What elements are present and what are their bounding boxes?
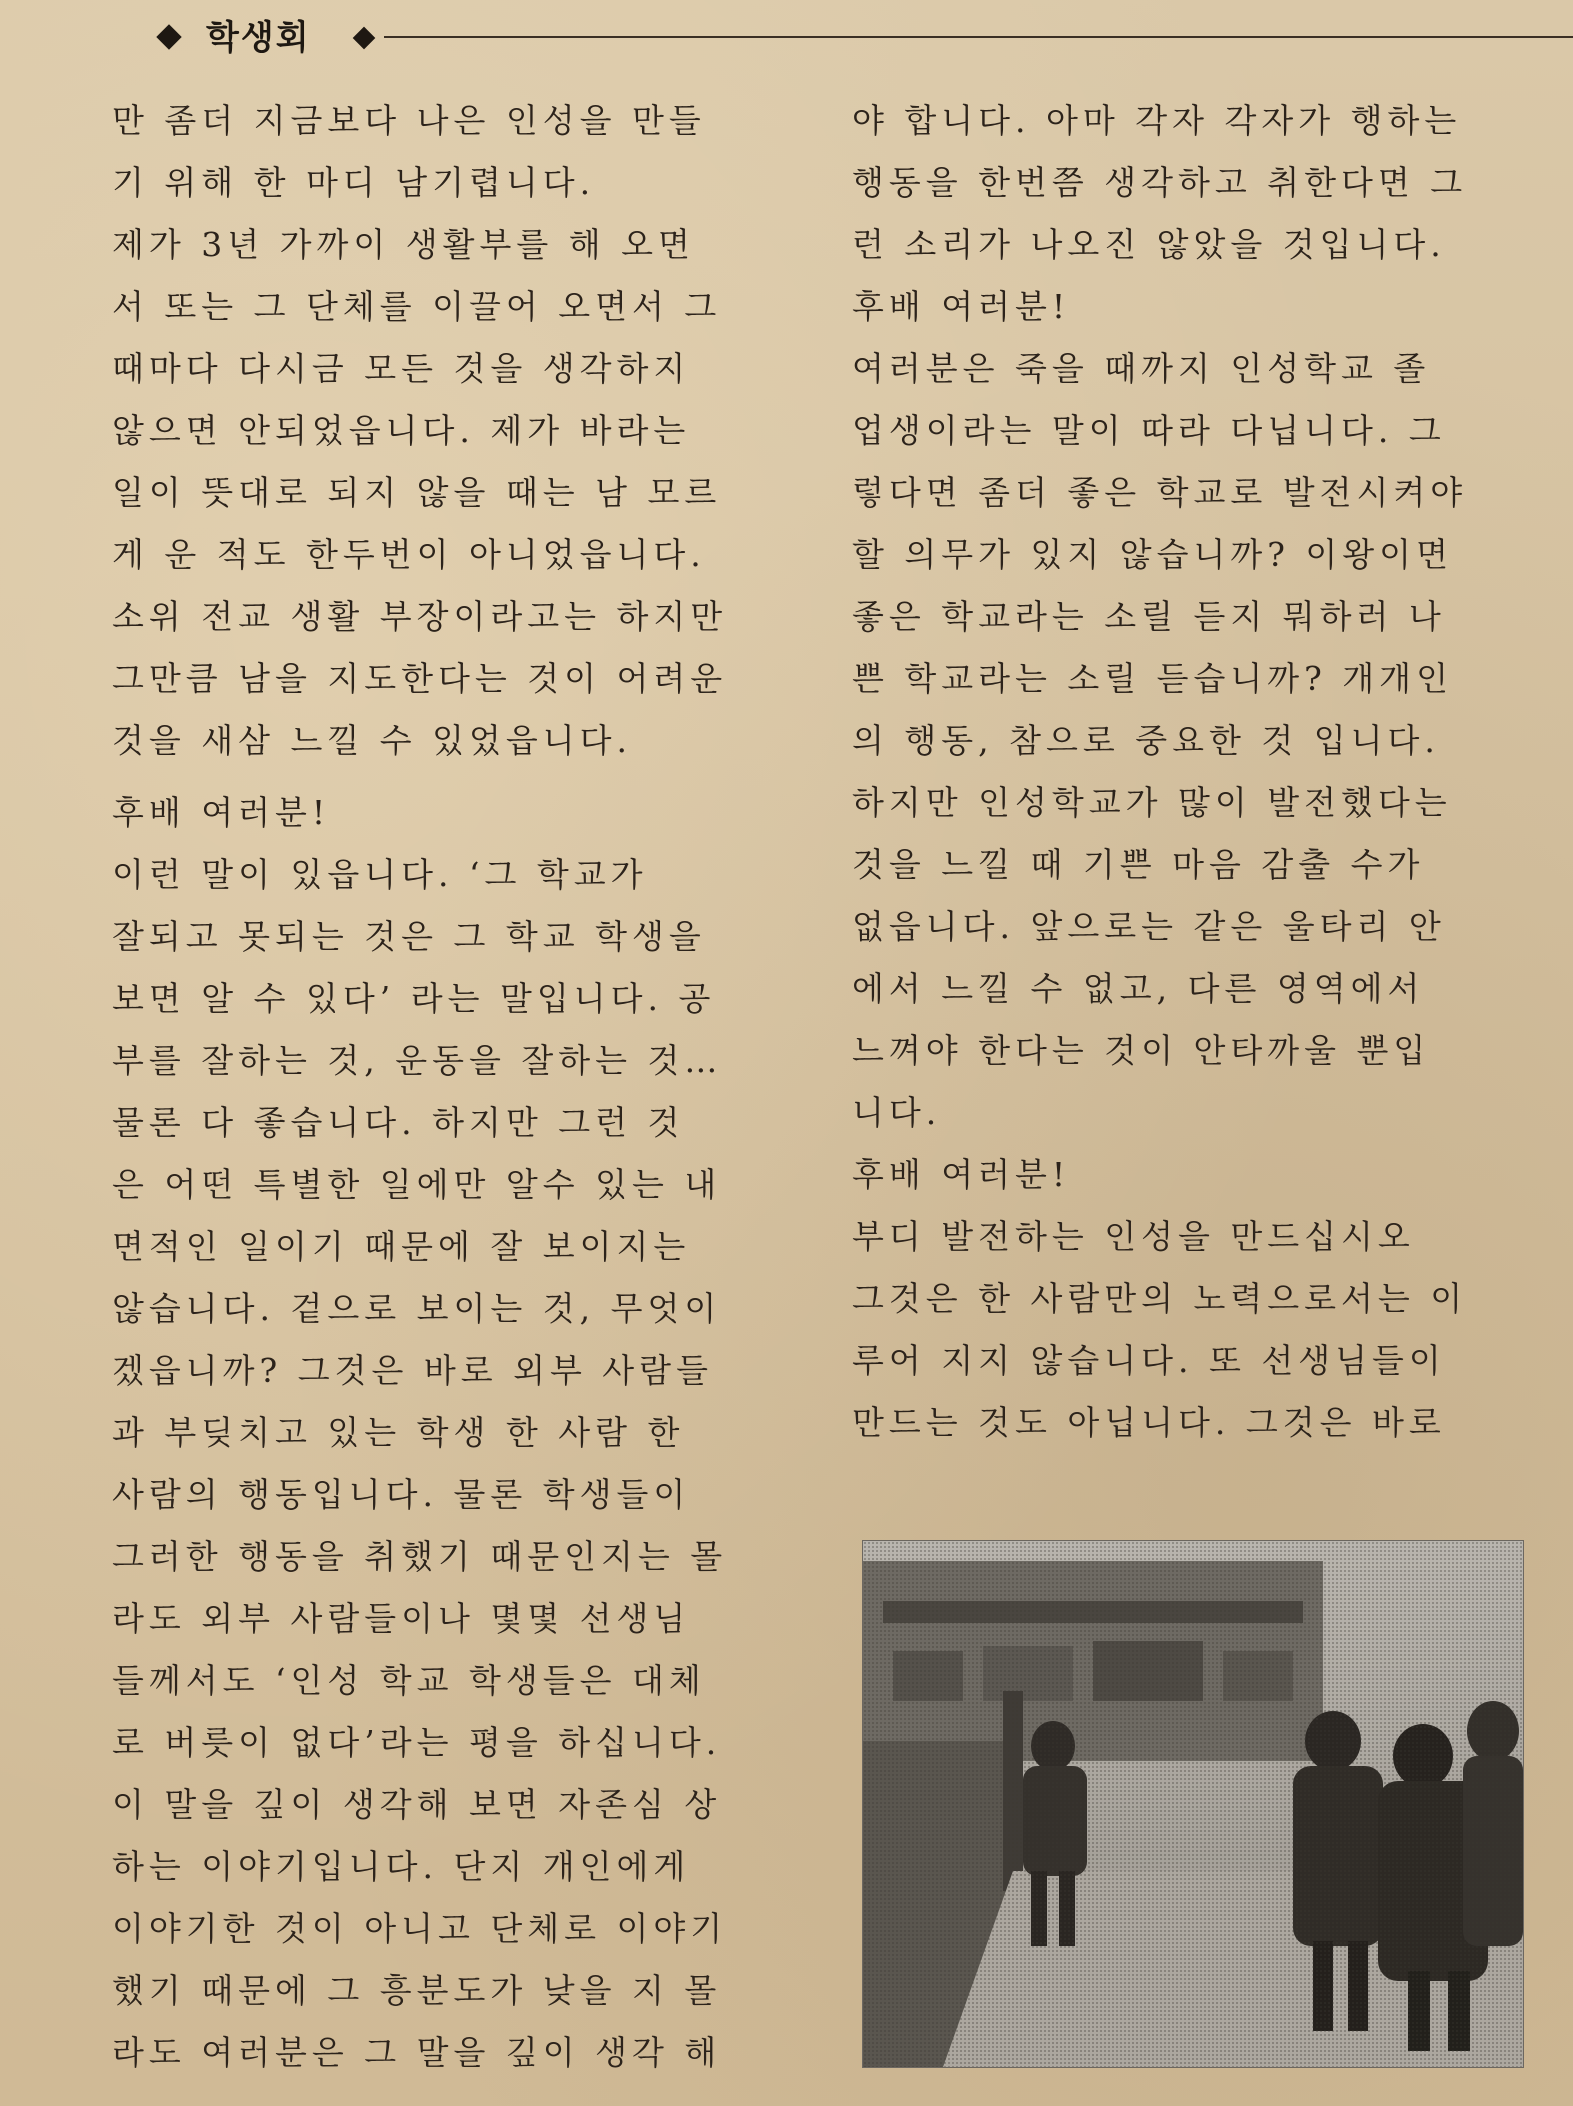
text-line: 들께서도 ‘인성 학교 학생들은 대체 [112,1661,706,1700]
text-line: 것을 새삼 느낄 수 있었읍니다. [112,721,632,760]
text-line: 그러한 행동을 취했기 때문인지는 몰 [112,1537,728,1576]
text-line: 것을 느낄 때 기쁜 마음 감출 수가 [852,845,1425,884]
text-line: 물론 다 좋습니다. 하지만 그런 것 [112,1103,685,1142]
text-line: 후배 여러분! [112,793,331,832]
text-line: 않으면 안되었읍니다. 제가 바라는 [112,411,691,450]
text-line: 할 의무가 있지 않습니까? 이왕이면 [852,535,1453,574]
text-line: 만 좀더 지금보다 나은 인성을 만들 [112,101,706,140]
text-line: 없읍니다. 앞으로는 같은 울타리 안 [852,907,1446,946]
text-line: 은 어떤 특별한 일에만 알수 있는 내 [112,1165,722,1204]
text-line: 행동을 한번쯤 생각하고 취한다면 그 [852,163,1468,202]
text-line: 부디 발전하는 인성을 만드십시오 [852,1217,1415,1256]
text-line: 소위 전교 생활 부장이라고는 하지만 [112,597,728,636]
text-line: 에서 느낄 수 없고, 다른 영역에서 [852,969,1425,1008]
text-line: 후배 여러분! [852,287,1071,326]
right-text-column [852,90,1522,1454]
text-line: 여러분은 죽을 때까지 인성학교 졸 [852,349,1431,388]
text-line: 이 말을 깊이 생각해 보면 자존심 상 [112,1785,722,1824]
text-line: 런 소리가 나오진 않았을 것입니다. [852,225,1446,264]
text-line: 야 합니다. 아마 각자 각자가 행하는 [852,101,1462,140]
text-line: 그만큼 남을 지도한다는 것이 어려운 [112,659,728,698]
text-line: 의 행동, 참으로 중요한 것 입니다. [852,721,1440,760]
diamond-bullet-icon [353,27,376,50]
text-line: 일이 뜻대로 되지 않을 때는 남 모르 [112,473,722,512]
text-line: 서 또는 그 단체를 이끌어 오면서 그 [112,287,722,326]
text-line: 사람의 행동입니다. 물론 학생들이 [112,1475,691,1514]
text-line: 니다. [852,1093,942,1132]
header-rule [384,36,1573,38]
text-line: 쁜 학교라는 소릴 듣습니까? 개개인 [852,659,1453,698]
text-line: 게 운 적도 한두번이 아니었읍니다. [112,535,706,574]
text-line: 잘되고 못되는 것은 그 학교 학생을 [112,917,706,956]
section-title: 학생회 [206,18,311,58]
halftone-photo [862,1540,1524,2068]
text-line: 보면 알 수 있다’ 라는 말입니다. 공 [112,979,716,1018]
text-line: 그것은 한 사람만의 노력으로서는 이 [852,1279,1468,1318]
text-line: 면적인 일이기 때문에 잘 보이지는 [112,1227,691,1266]
text-line: 로 버릇이 없다’라는 평을 하십니다. [112,1723,722,1762]
section-header [150,6,1520,66]
left-text-column [112,90,772,2084]
text-line: 라도 외부 사람들이나 몇몇 선생님 [112,1599,691,1638]
text-line: 후배 여러분! [852,1155,1071,1194]
text-line: 과 부딪치고 있는 학생 한 사람 한 [112,1413,685,1452]
text-line: 했기 때문에 그 흥분도가 낮을 지 몰 [112,1971,722,2010]
text-line: 겠읍니까? 그것은 바로 외부 사람들 [112,1351,713,1390]
text-line: 이야기한 것이 아니고 단체로 이야기 [112,1909,728,1948]
text-line: 라도 여러분은 그 말을 깊이 생각 해 [112,2033,722,2072]
text-line: 부를 잘하는 것, 운동을 잘하는 것… [112,1041,723,1080]
text-line: 좋은 학교라는 소릴 듣지 뭐하러 나 [852,597,1446,636]
photo-school-entrance-students [863,1541,1523,2067]
text-line: 업생이라는 말이 따라 다닙니다. 그 [852,411,1446,450]
text-line: 제가 3년 가까이 생활부를 해 오면 [112,225,695,264]
diamond-bullet-icon [156,24,181,49]
text-line: 루어 지지 않습니다. 또 선생님들이 [852,1341,1446,1380]
text-line: 하는 이야기입니다. 단지 개인에게 [112,1847,691,1886]
text-line: 때마다 다시금 모든 것을 생각하지 [112,349,691,388]
text-line: 만드는 것도 아닙니다. 그것은 바로 [852,1403,1446,1442]
text-line: 하지만 인성학교가 많이 발전했다는 [852,783,1452,822]
text-line: 렇다면 좀더 좋은 학교로 발전시켜야 [852,473,1468,512]
text-line: 않습니다. 겉으로 보이는 것, 무엇이 [112,1289,722,1328]
text-line: 느껴야 한다는 것이 안타까울 뿐입 [852,1031,1431,1070]
text-line: 기 위해 한 마디 남기렵니다. [112,163,596,202]
text-line: 이런 말이 있읍니다. ‘그 학교가 [112,855,648,894]
